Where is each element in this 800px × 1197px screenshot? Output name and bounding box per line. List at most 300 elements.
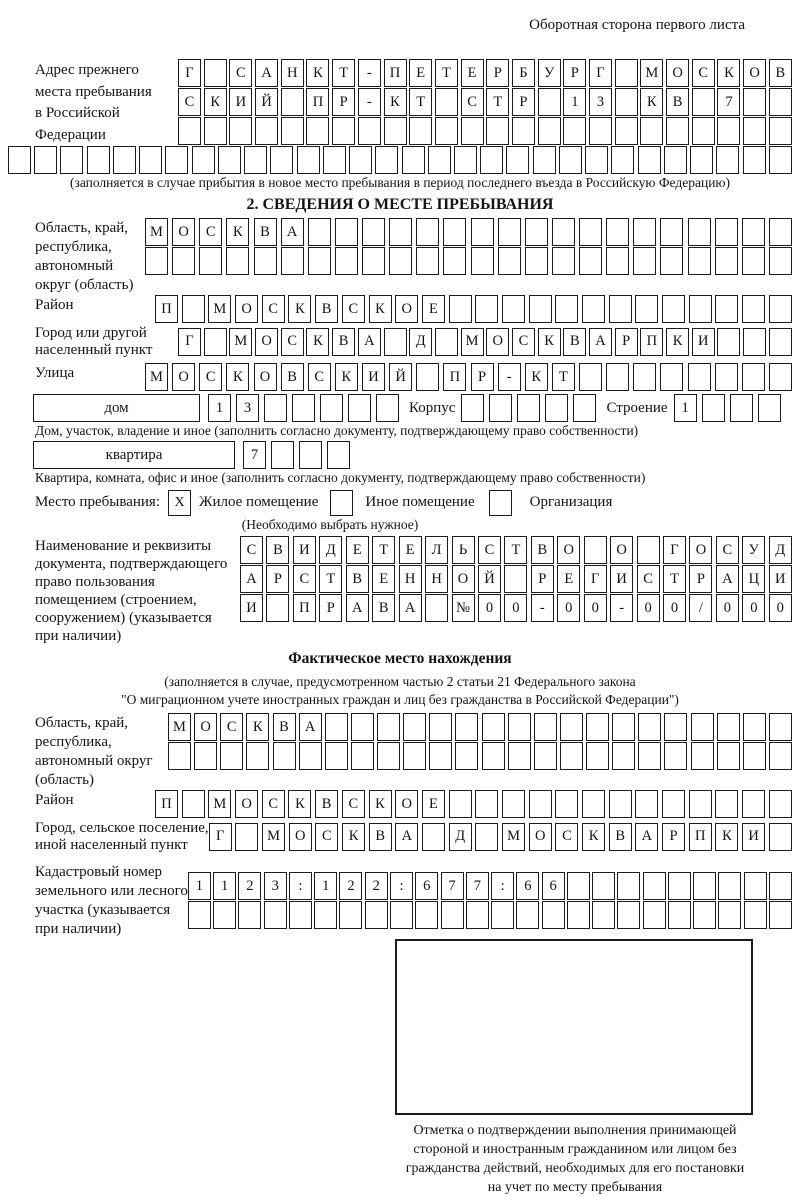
char-cell[interactable]: Г — [178, 59, 201, 87]
char-cell[interactable] — [255, 117, 278, 145]
char-cell[interactable]: А — [358, 328, 381, 356]
char-cell[interactable] — [292, 394, 315, 422]
char-cell[interactable] — [664, 742, 687, 770]
char-cell[interactable]: К — [342, 823, 365, 851]
char-cell[interactable]: Р — [471, 363, 494, 391]
char-cell[interactable] — [34, 146, 57, 174]
char-cell[interactable]: Е — [409, 59, 432, 87]
char-cell[interactable] — [769, 295, 792, 323]
char-cell[interactable]: 0 — [769, 594, 792, 622]
char-cell[interactable]: О — [254, 363, 277, 391]
char-cell[interactable] — [213, 901, 236, 929]
char-cell[interactable]: К — [538, 328, 561, 356]
char-cell[interactable] — [742, 790, 765, 818]
char-cell[interactable] — [244, 146, 267, 174]
char-cell[interactable]: Т — [552, 363, 575, 391]
char-cell[interactable]: В — [531, 536, 554, 564]
char-cell[interactable]: А — [255, 59, 278, 87]
char-cell[interactable]: Т — [663, 565, 686, 593]
char-cell[interactable] — [377, 742, 400, 770]
char-cell[interactable]: Р — [332, 88, 355, 116]
char-cell[interactable] — [662, 790, 685, 818]
char-cell[interactable]: М — [461, 328, 484, 356]
char-cell[interactable] — [690, 146, 713, 174]
char-cell[interactable]: : — [491, 872, 514, 900]
char-cell[interactable] — [560, 742, 583, 770]
char-cell[interactable]: В — [273, 713, 296, 741]
char-cell[interactable] — [376, 394, 399, 422]
char-cell[interactable]: Д — [449, 823, 472, 851]
char-cell[interactable]: К — [582, 823, 605, 851]
char-cell[interactable]: Й — [389, 363, 412, 391]
char-cell[interactable] — [612, 713, 635, 741]
char-cell[interactable]: 0 — [663, 594, 686, 622]
char-cell[interactable]: 0 — [504, 594, 527, 622]
char-cell[interactable]: 1 — [563, 88, 586, 116]
char-cell[interactable]: Й — [255, 88, 278, 116]
char-cell[interactable] — [377, 713, 400, 741]
char-cell[interactable] — [415, 901, 438, 929]
char-cell[interactable]: А — [299, 713, 322, 741]
char-cell[interactable]: К — [666, 328, 689, 356]
char-cell[interactable]: О — [743, 59, 766, 87]
char-cell[interactable] — [730, 394, 753, 422]
char-cell[interactable] — [435, 328, 458, 356]
char-cell[interactable] — [461, 394, 484, 422]
char-cell[interactable]: Н — [425, 565, 448, 593]
char-cell[interactable] — [506, 146, 529, 174]
char-cell[interactable]: К — [369, 295, 392, 323]
char-cell[interactable] — [403, 742, 426, 770]
char-cell[interactable] — [449, 295, 472, 323]
char-cell[interactable] — [266, 594, 289, 622]
char-cell[interactable] — [325, 742, 348, 770]
char-cell[interactable]: И — [362, 363, 385, 391]
char-cell[interactable]: В — [332, 328, 355, 356]
char-cell[interactable]: О — [610, 536, 633, 564]
char-cell[interactable] — [666, 117, 689, 145]
char-cell[interactable] — [660, 247, 683, 275]
char-cell[interactable]: - — [358, 59, 381, 87]
char-cell[interactable] — [555, 295, 578, 323]
char-cell[interactable]: : — [289, 872, 312, 900]
char-cell[interactable]: № — [452, 594, 475, 622]
char-cell[interactable] — [461, 117, 484, 145]
char-cell[interactable] — [441, 901, 464, 929]
char-cell[interactable]: С — [281, 328, 304, 356]
char-cell[interactable] — [229, 117, 252, 145]
char-cell[interactable] — [744, 901, 767, 929]
char-cell[interactable]: 0 — [557, 594, 580, 622]
char-cell[interactable] — [693, 901, 716, 929]
char-cell[interactable]: С — [308, 363, 331, 391]
stay-option-checkbox-organization[interactable] — [489, 490, 512, 516]
char-cell[interactable]: Г — [663, 536, 686, 564]
char-cell[interactable] — [332, 117, 355, 145]
char-cell[interactable]: 1 — [674, 394, 697, 422]
char-cell[interactable]: Р — [486, 59, 509, 87]
char-cell[interactable] — [375, 146, 398, 174]
char-cell[interactable] — [498, 218, 521, 246]
char-cell[interactable] — [475, 295, 498, 323]
char-cell[interactable] — [235, 823, 258, 851]
char-cell[interactable] — [416, 247, 439, 275]
char-cell[interactable]: П — [155, 295, 178, 323]
char-cell[interactable] — [668, 872, 691, 900]
char-cell[interactable]: К — [715, 823, 738, 851]
char-cell[interactable] — [664, 713, 687, 741]
char-cell[interactable]: О — [172, 218, 195, 246]
char-cell[interactable] — [702, 394, 725, 422]
char-cell[interactable]: Р — [319, 594, 342, 622]
char-cell[interactable] — [178, 117, 201, 145]
char-cell[interactable]: Т — [409, 88, 432, 116]
char-cell[interactable]: Н — [281, 59, 304, 87]
char-cell[interactable]: Р — [689, 565, 712, 593]
char-cell[interactable] — [769, 872, 792, 900]
char-cell[interactable] — [389, 218, 412, 246]
char-cell[interactable]: О — [194, 713, 217, 741]
char-cell[interactable] — [525, 247, 548, 275]
char-cell[interactable]: Т — [319, 565, 342, 593]
char-cell[interactable]: И — [240, 594, 263, 622]
char-cell[interactable]: К — [288, 295, 311, 323]
char-cell[interactable] — [691, 713, 714, 741]
char-cell[interactable] — [425, 594, 448, 622]
char-cell[interactable]: О — [395, 790, 418, 818]
char-cell[interactable]: П — [155, 790, 178, 818]
char-cell[interactable] — [254, 247, 277, 275]
char-cell[interactable] — [643, 901, 666, 929]
char-cell[interactable]: Е — [399, 536, 422, 564]
char-cell[interactable] — [567, 901, 590, 929]
char-cell[interactable] — [443, 218, 466, 246]
char-cell[interactable] — [281, 117, 304, 145]
char-cell[interactable] — [297, 146, 320, 174]
char-cell[interactable]: Е — [557, 565, 580, 593]
char-cell[interactable]: О — [557, 536, 580, 564]
char-cell[interactable] — [582, 790, 605, 818]
char-cell[interactable]: Б — [512, 59, 535, 87]
char-cell[interactable] — [449, 790, 472, 818]
char-cell[interactable]: Т — [486, 88, 509, 116]
char-cell[interactable]: : — [390, 872, 413, 900]
char-cell[interactable] — [435, 88, 458, 116]
char-cell[interactable] — [692, 117, 715, 145]
char-cell[interactable]: Р — [266, 565, 289, 593]
char-cell[interactable]: С — [555, 823, 578, 851]
char-cell[interactable] — [584, 536, 607, 564]
char-cell[interactable]: О — [666, 59, 689, 87]
char-cell[interactable] — [403, 713, 426, 741]
char-cell[interactable]: 7 — [441, 872, 464, 900]
char-cell[interactable]: 3 — [264, 872, 287, 900]
char-cell[interactable]: Г — [178, 328, 201, 356]
char-cell[interactable]: И — [769, 565, 792, 593]
char-cell[interactable] — [389, 247, 412, 275]
char-cell[interactable] — [299, 742, 322, 770]
char-cell[interactable] — [435, 117, 458, 145]
char-cell[interactable]: В — [346, 565, 369, 593]
char-cell[interactable]: В — [266, 536, 289, 564]
char-cell[interactable] — [246, 742, 269, 770]
char-cell[interactable]: 3 — [589, 88, 612, 116]
char-cell[interactable] — [455, 742, 478, 770]
char-cell[interactable]: О — [689, 536, 712, 564]
char-cell[interactable]: О — [529, 823, 552, 851]
char-cell[interactable] — [517, 394, 540, 422]
char-cell[interactable]: Р — [563, 59, 586, 87]
char-cell[interactable] — [498, 247, 521, 275]
char-cell[interactable] — [635, 790, 658, 818]
char-cell[interactable]: А — [589, 328, 612, 356]
char-cell[interactable]: А — [399, 594, 422, 622]
char-cell[interactable] — [443, 247, 466, 275]
char-cell[interactable]: М — [229, 328, 252, 356]
char-cell[interactable]: 7 — [717, 88, 740, 116]
char-cell[interactable]: М — [640, 59, 663, 87]
char-cell[interactable] — [742, 247, 765, 275]
char-cell[interactable]: О — [452, 565, 475, 593]
char-cell[interactable]: К — [717, 59, 740, 87]
char-cell[interactable]: Г — [584, 565, 607, 593]
char-cell[interactable] — [585, 146, 608, 174]
char-cell[interactable] — [529, 295, 552, 323]
char-cell[interactable] — [358, 117, 381, 145]
char-cell[interactable]: 1 — [213, 872, 236, 900]
char-cell[interactable] — [592, 872, 615, 900]
char-cell[interactable]: Г — [589, 59, 612, 87]
char-cell[interactable] — [592, 901, 615, 929]
char-cell[interactable]: В — [254, 218, 277, 246]
char-cell[interactable] — [715, 790, 738, 818]
char-cell[interactable] — [348, 394, 371, 422]
char-cell[interactable]: А — [281, 218, 304, 246]
char-cell[interactable]: 0 — [478, 594, 501, 622]
char-cell[interactable] — [491, 901, 514, 929]
char-cell[interactable]: О — [235, 295, 258, 323]
char-cell[interactable] — [218, 146, 241, 174]
char-cell[interactable]: В — [315, 790, 338, 818]
char-cell[interactable] — [615, 88, 638, 116]
char-cell[interactable] — [327, 441, 350, 469]
char-cell[interactable]: - — [358, 88, 381, 116]
char-cell[interactable] — [502, 790, 525, 818]
char-cell[interactable] — [573, 394, 596, 422]
char-cell[interactable]: М — [145, 218, 168, 246]
char-cell[interactable]: 2 — [238, 872, 261, 900]
char-cell[interactable]: Р — [615, 328, 638, 356]
char-cell[interactable]: В — [281, 363, 304, 391]
char-cell[interactable]: Р — [531, 565, 554, 593]
stay-option-checkbox-residential[interactable]: X — [168, 490, 191, 516]
char-cell[interactable]: С — [178, 88, 201, 116]
char-cell[interactable]: Е — [422, 295, 445, 323]
char-cell[interactable] — [664, 146, 687, 174]
char-cell[interactable] — [769, 117, 792, 145]
char-cell[interactable]: 7 — [466, 872, 489, 900]
char-cell[interactable] — [139, 146, 162, 174]
char-cell[interactable] — [567, 872, 590, 900]
char-cell[interactable] — [589, 117, 612, 145]
char-cell[interactable] — [769, 742, 792, 770]
char-cell[interactable] — [273, 742, 296, 770]
char-cell[interactable]: 7 — [243, 441, 266, 469]
char-cell[interactable]: М — [168, 713, 191, 741]
char-cell[interactable] — [281, 247, 304, 275]
char-cell[interactable]: К — [246, 713, 269, 741]
char-cell[interactable] — [504, 565, 527, 593]
char-cell[interactable]: К — [306, 59, 329, 87]
char-cell[interactable] — [715, 218, 738, 246]
char-cell[interactable] — [384, 117, 407, 145]
char-cell[interactable] — [769, 363, 792, 391]
char-cell[interactable] — [606, 247, 629, 275]
char-cell[interactable]: 6 — [415, 872, 438, 900]
char-cell[interactable] — [555, 790, 578, 818]
char-cell[interactable]: И — [692, 328, 715, 356]
char-cell[interactable]: О — [486, 328, 509, 356]
char-cell[interactable]: О — [235, 790, 258, 818]
char-cell[interactable]: Е — [422, 790, 445, 818]
char-cell[interactable]: О — [172, 363, 195, 391]
char-cell[interactable]: К — [226, 363, 249, 391]
char-cell[interactable] — [579, 218, 602, 246]
char-cell[interactable] — [533, 146, 556, 174]
char-cell[interactable]: 1 — [188, 872, 211, 900]
char-cell[interactable]: Н — [399, 565, 422, 593]
char-cell[interactable] — [633, 218, 656, 246]
char-cell[interactable]: - — [610, 594, 633, 622]
char-cell[interactable]: С — [220, 713, 243, 741]
char-cell[interactable]: И — [293, 536, 316, 564]
char-cell[interactable] — [471, 218, 494, 246]
char-cell[interactable]: Д — [319, 536, 342, 564]
char-cell[interactable] — [220, 742, 243, 770]
char-cell[interactable]: Р — [512, 88, 535, 116]
char-cell[interactable]: / — [689, 594, 712, 622]
char-cell[interactable]: 1 — [208, 394, 231, 422]
char-cell[interactable] — [552, 247, 575, 275]
char-cell[interactable] — [335, 218, 358, 246]
char-cell[interactable] — [281, 88, 304, 116]
char-cell[interactable]: С — [199, 363, 222, 391]
char-cell[interactable]: Г — [209, 823, 232, 851]
char-cell[interactable] — [559, 146, 582, 174]
char-cell[interactable]: 3 — [236, 394, 259, 422]
char-cell[interactable]: К — [288, 790, 311, 818]
char-cell[interactable] — [633, 247, 656, 275]
char-cell[interactable] — [615, 59, 638, 87]
char-cell[interactable]: К — [204, 88, 227, 116]
char-cell[interactable]: 0 — [584, 594, 607, 622]
char-cell[interactable] — [113, 146, 136, 174]
char-cell[interactable] — [769, 247, 792, 275]
char-cell[interactable] — [689, 295, 712, 323]
char-cell[interactable]: 6 — [516, 872, 539, 900]
char-cell[interactable] — [617, 872, 640, 900]
char-cell[interactable] — [8, 146, 31, 174]
char-cell[interactable] — [486, 117, 509, 145]
char-cell[interactable] — [475, 790, 498, 818]
char-cell[interactable]: С — [240, 536, 263, 564]
char-cell[interactable] — [87, 146, 110, 174]
char-cell[interactable] — [609, 295, 632, 323]
char-cell[interactable] — [349, 146, 372, 174]
char-cell[interactable] — [586, 742, 609, 770]
char-cell[interactable] — [715, 363, 738, 391]
char-cell[interactable]: С — [293, 565, 316, 593]
char-cell[interactable]: У — [538, 59, 561, 87]
char-cell[interactable]: А — [716, 565, 739, 593]
char-cell[interactable]: В — [563, 328, 586, 356]
char-cell[interactable]: Р — [662, 823, 685, 851]
char-cell[interactable]: Е — [372, 565, 395, 593]
char-cell[interactable] — [238, 901, 261, 929]
char-cell[interactable] — [611, 146, 634, 174]
char-cell[interactable] — [715, 247, 738, 275]
char-cell[interactable]: У — [742, 536, 765, 564]
char-cell[interactable] — [365, 901, 388, 929]
char-cell[interactable] — [525, 218, 548, 246]
char-cell[interactable]: И — [610, 565, 633, 593]
char-cell[interactable]: В — [609, 823, 632, 851]
char-cell[interactable] — [534, 742, 557, 770]
char-cell[interactable]: С — [262, 295, 285, 323]
char-cell[interactable] — [552, 218, 575, 246]
char-cell[interactable] — [689, 790, 712, 818]
char-cell[interactable]: К — [369, 790, 392, 818]
char-cell[interactable] — [717, 742, 740, 770]
char-cell[interactable] — [609, 790, 632, 818]
char-cell[interactable] — [538, 117, 561, 145]
char-cell[interactable]: Л — [425, 536, 448, 564]
char-cell[interactable]: П — [293, 594, 316, 622]
char-cell[interactable]: Е — [461, 59, 484, 87]
char-cell[interactable] — [560, 713, 583, 741]
char-cell[interactable] — [718, 872, 741, 900]
char-cell[interactable] — [692, 88, 715, 116]
char-cell[interactable] — [718, 901, 741, 929]
char-cell[interactable] — [471, 247, 494, 275]
char-cell[interactable] — [612, 742, 635, 770]
char-cell[interactable] — [194, 742, 217, 770]
char-cell[interactable]: К — [306, 328, 329, 356]
char-cell[interactable]: С — [229, 59, 252, 87]
char-cell[interactable] — [390, 901, 413, 929]
char-cell[interactable]: К — [335, 363, 358, 391]
char-cell[interactable]: С — [512, 328, 535, 356]
char-cell[interactable] — [769, 218, 792, 246]
char-cell[interactable] — [769, 790, 792, 818]
char-cell[interactable] — [744, 872, 767, 900]
char-cell[interactable]: 6 — [542, 872, 565, 900]
char-cell[interactable]: О — [289, 823, 312, 851]
char-cell[interactable]: И — [742, 823, 765, 851]
char-cell[interactable]: 0 — [637, 594, 660, 622]
char-cell[interactable] — [60, 146, 83, 174]
char-cell[interactable]: 2 — [365, 872, 388, 900]
char-cell[interactable]: В — [315, 295, 338, 323]
char-cell[interactable] — [691, 742, 714, 770]
char-cell[interactable]: 0 — [716, 594, 739, 622]
char-cell[interactable] — [172, 247, 195, 275]
char-cell[interactable]: О — [395, 295, 418, 323]
char-cell[interactable]: К — [525, 363, 548, 391]
char-cell[interactable]: М — [502, 823, 525, 851]
char-cell[interactable] — [320, 394, 343, 422]
char-cell[interactable] — [563, 117, 586, 145]
